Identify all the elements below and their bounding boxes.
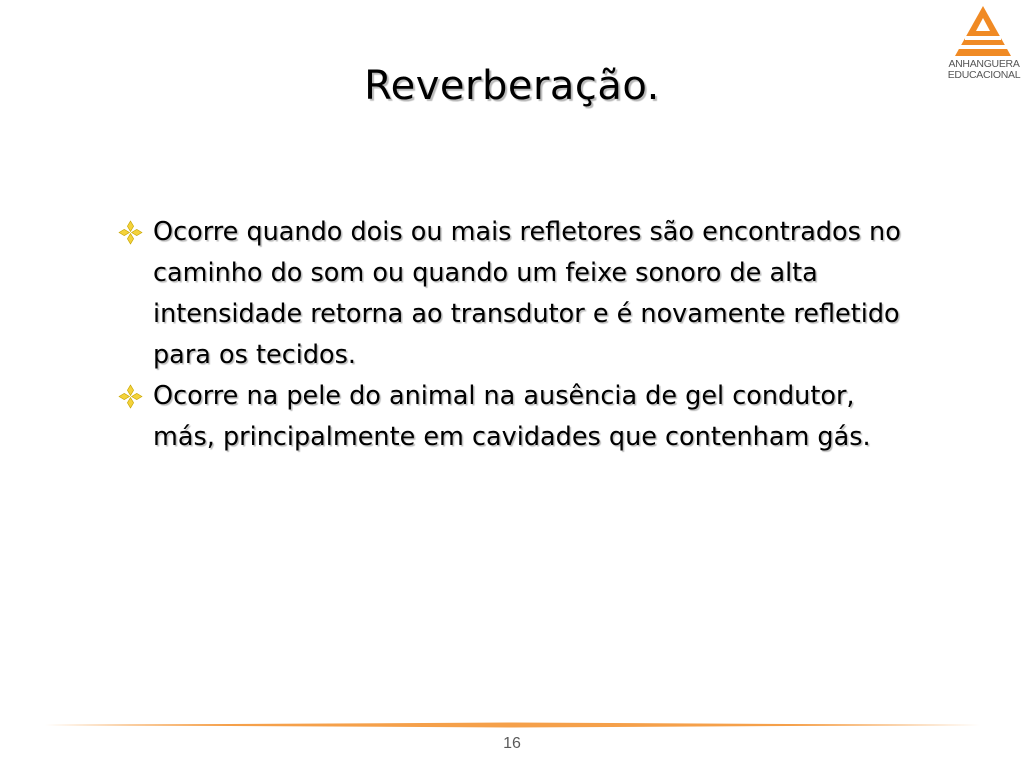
logo-text-line1: ANHANGUERA	[948, 58, 1020, 70]
bullet-item	[118, 376, 918, 458]
diamond-bullet-icon	[118, 384, 143, 409]
footer-divider	[45, 722, 980, 728]
page-number: 16	[503, 735, 521, 752]
logo-text-line2: EDUCACIONAL	[947, 69, 1021, 81]
bullet-text: Ocorre quando dois ou mais refletores são encontrados no caminho do som ou quando um feixe sonoro de alta intensidade retorna ao transdutor e é novamente refletido para os tecidos.	[153, 217, 901, 370]
bullet-item	[118, 212, 918, 376]
triangle-logo-icon	[953, 4, 1013, 58]
diamond-bullet-icon	[118, 220, 143, 245]
slide-title: Reverberação.	[364, 63, 660, 109]
bullet-list	[118, 212, 918, 458]
bullet-text: Ocorre na pele do animal na ausência de gel condutor, más, principalmente em cavidades que contenham gás.	[153, 381, 871, 452]
